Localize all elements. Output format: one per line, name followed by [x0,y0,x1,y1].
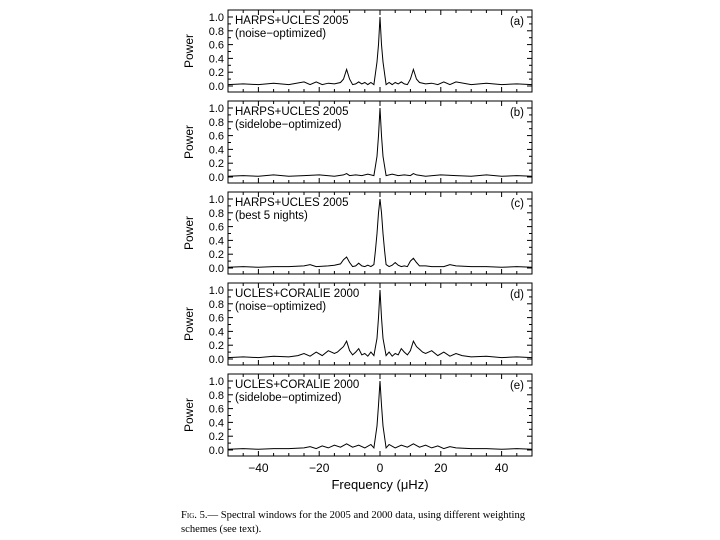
figure-caption [181,509,553,537]
y-tick-label: 0.0 [208,354,224,366]
y-axis-label: Power [182,306,196,342]
panel-annotation: (noise−optimized) [235,301,327,313]
y-tick-label: 0.4 [208,326,224,339]
panel-annotation: HARPS+UCLES 2005 [235,15,349,27]
y-tick-label: 0.4 [208,417,224,430]
panel-annotation: HARPS+UCLES 2005 [235,106,349,118]
y-tick-label: 0.0 [208,81,224,93]
y-tick-label: 1.0 [208,12,224,24]
y-tick-label: 0.8 [208,298,224,311]
panel-annotation: (sidelobe−optimized) [235,392,342,404]
y-tick-label: 0.8 [208,116,224,129]
y-tick-label: 0.2 [208,67,224,80]
x-tick-label: 40 [494,461,509,475]
panel-annotation: UCLES+CORALIE 2000 [235,288,360,300]
chart-panel-d [182,283,532,366]
panel-annotation: HARPS+UCLES 2005 [235,197,349,209]
y-tick-label: 0.4 [208,53,224,66]
x-axis-label: Frequency (μHz) [331,477,429,492]
y-tick-label: 0.0 [208,445,224,457]
chart-panel-a [182,10,532,93]
y-tick-label: 0.0 [208,263,224,275]
y-tick-label: 0.8 [208,207,224,220]
y-tick-label: 0.6 [208,403,224,416]
y-tick-label: 0.6 [208,39,224,52]
y-tick-label: 0.8 [208,25,224,38]
x-tick-label: −20 [309,461,330,475]
y-tick-label: 0.2 [208,340,224,353]
panel-id: (d) [509,289,524,301]
chart-panel-c [182,192,532,275]
caption-label: Fig. 5. [181,510,208,521]
panel-annotation: (best 5 nights) [235,210,308,222]
y-axis-label: Power [182,397,196,433]
y-axis-label: Power [182,33,196,69]
y-tick-label: 0.6 [208,221,224,234]
panel-id: (e) [509,380,524,392]
y-tick-label: 1.0 [208,194,224,206]
y-tick-label: 0.8 [208,389,224,402]
caption-text: — Spectral windows for the 2005 and 2000 data, using different weighting schemes (see text). [181,510,526,535]
panel-id: (a) [509,16,524,28]
y-tick-label: 0.0 [208,172,224,184]
y-axis-label: Power [182,215,196,251]
y-tick-label: 0.6 [208,312,224,325]
panel-annotation: (noise−optimized) [235,28,327,40]
y-tick-label: 0.2 [208,249,224,262]
y-tick-label: 1.0 [208,285,224,297]
panel-id: (c) [510,198,524,210]
y-tick-label: 0.2 [208,431,224,444]
x-tick-label: −40 [248,461,269,475]
y-tick-label: 1.0 [208,376,224,388]
y-tick-label: 0.4 [208,144,224,157]
y-tick-label: 0.4 [208,235,224,248]
chart-panel-b [182,101,532,184]
chart-panel-e [182,374,532,492]
y-tick-label: 1.0 [208,103,224,115]
panel-annotation: UCLES+CORALIE 2000 [235,379,360,391]
y-tick-label: 0.2 [208,158,224,171]
x-tick-label: 20 [434,461,448,475]
x-tick-label: 0 [376,461,384,475]
panel-id: (b) [509,107,524,119]
y-tick-label: 0.6 [208,130,224,143]
y-axis-label: Power [182,124,196,160]
panel-annotation: (sidelobe−optimized) [235,119,342,131]
